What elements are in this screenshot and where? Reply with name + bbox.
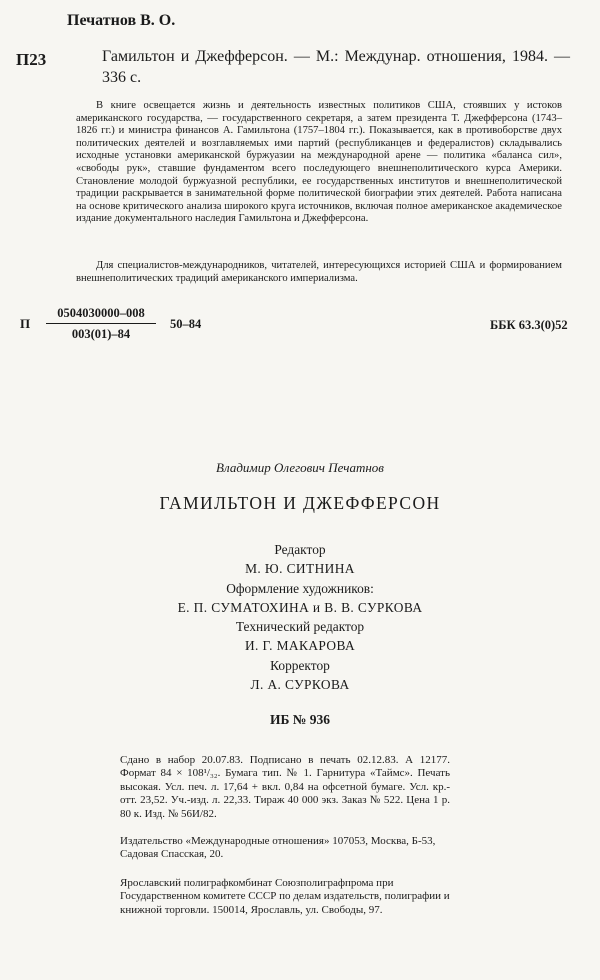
print-details: Сдано в набор 20.07.83. Подписано в печать 02.12.83. А 12177. Формат 84 × 108¹/₃₂. Бумага тип. № 1. Гарнитура «Таймс». Печать высокая. Усл. печ. л. 17,64 + вкл. 0,84 на офсетной бумаге. Усл. кр.-отт. 23,52. Уч.-изд. л. 22,33. Тираж 40 000 экз. Заказ № 522. Цена 1 р. 80 к. Изд. № 56И/82. xyxy=(120,754,450,820)
credit-role: Технический редактор xyxy=(235,619,365,635)
publisher-address: Издательство «Международные отношения» 107053, Москва, Б-53, Садовая Спасская, 20. xyxy=(120,835,436,861)
imprint-title: ГАМИЛЬТОН И ДЖЕФФЕРСОН xyxy=(159,493,441,513)
catalog-author-heading: Печатнов В. О. xyxy=(67,12,176,29)
ib-number: ИБ № 936 xyxy=(270,712,330,727)
bbk-code: ББК 63.3(0)52 xyxy=(490,318,568,332)
printer-address: Ярославский полиграфкомбинат Союзполиграфпрома при Государственном комитете СССР по делам издательств, полиграфии и книжной торговли. 150014, Ярославль, ул. Свободы, 97. xyxy=(120,877,450,916)
index-right: 50–84 xyxy=(170,317,202,331)
audience-note: Для специалистов-международников, читателей, интересующихся историей США и формированием внешнеполитических традиций американского империализма. xyxy=(76,260,562,284)
credit-role: Оформление художников: xyxy=(226,580,374,596)
catalog-code: П23 xyxy=(16,50,47,69)
index-letter: П xyxy=(20,316,31,331)
credit-role: Корректор xyxy=(270,657,330,673)
imprint-author: Владимир Олегович Печатнов xyxy=(216,460,384,475)
annotation-paragraph: В книге освещается жизнь и деятельность известных политиков США, стоявших у истоков американского государства, — государственного секретаря, а затем президента Т. Джефферсона (1743–1826 гг.) и министра финансов А. Гамильтона (1757–1804 гг.). Показывается, как в противоборстве двух политических деятелей и возглавляемых ими партий (республиканцев и федералистов) складывались исходные установки американской буржуазии на международной арене — политика «баланса сил», «свободы рук», ставшие фундаментом всего последующего внешнеполитического курса Америки. Становление молодой буржуазной республики, ее государственных институтов и внешнеполитической традиции раскрывается в занимательной форме политической биографии этих деятелей. Работа написана на основе критического анализа широкого круга источников, включая полное американское академическое издание документального наследия Гамильтона и Джефферсона. xyxy=(76,100,562,225)
credit-name: И. Г. МАКАРОВА xyxy=(244,638,356,654)
credit-name: Е. П. СУМАТОХИНА и В. В. СУРКОВА xyxy=(177,599,423,615)
index-numerator: 0504030000–008 xyxy=(46,306,156,324)
index-denominator: 003(01)–84 xyxy=(71,327,131,341)
index-fraction xyxy=(46,306,156,342)
catalog-title-entry: Гамильтон и Джефферсон. — М.: Междунар. отношения, 1984. — 336 с. xyxy=(102,48,570,86)
credit-name: М. Ю. СИТНИНА xyxy=(245,561,355,577)
annotation xyxy=(76,100,562,226)
credit-role: Редактор xyxy=(274,542,326,557)
credits-block xyxy=(0,540,600,694)
credit-name: Л. А. СУРКОВА xyxy=(250,677,350,693)
